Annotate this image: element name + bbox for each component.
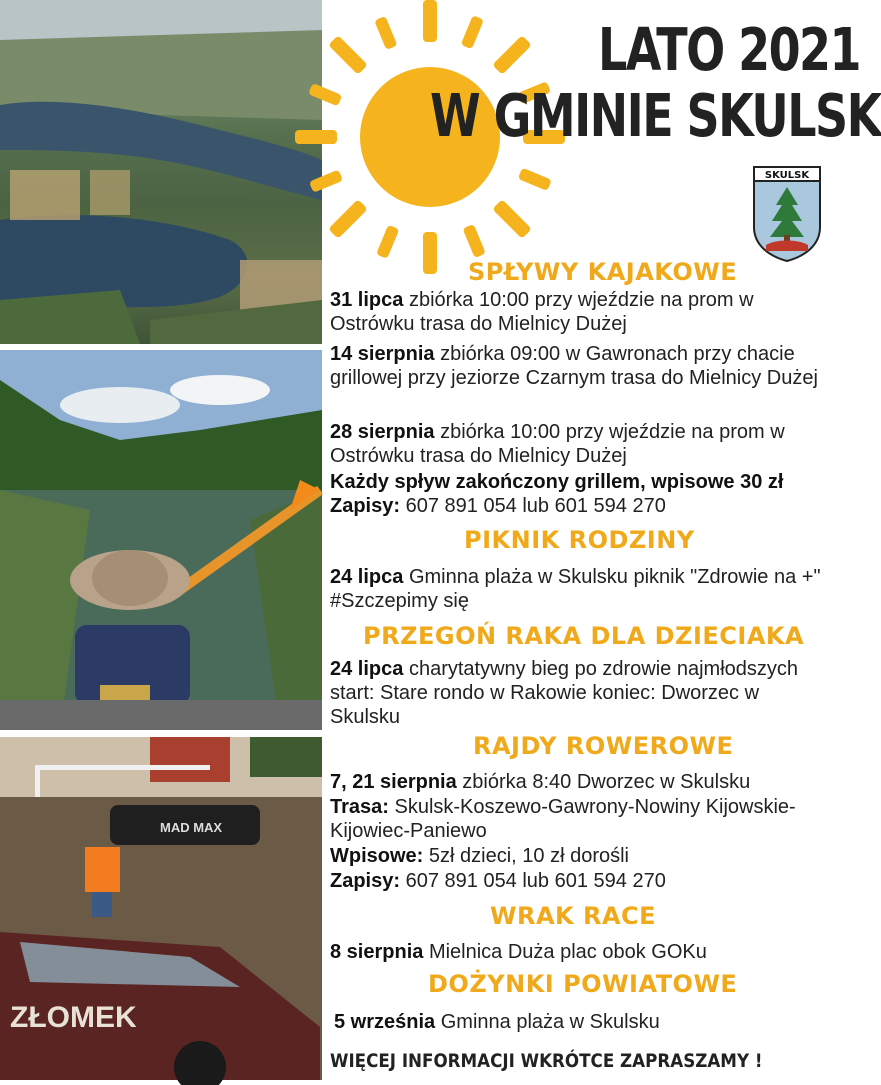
kayak-event-1-date: 31 lipca [330,289,404,311]
lake-aerial-photo [0,0,322,344]
kayak-event-3-date: 28 sierpnia [330,421,435,443]
bike-route [330,795,830,843]
wrak-race-illustration [0,737,322,1080]
skulsk-coat-of-arms-icon [752,165,822,263]
kayak-illustration [0,350,322,730]
heading-wrak: WRAK RACE [490,902,657,930]
harvest-event [334,1010,834,1034]
heading-kayak: SPŁYWY KAJAKOWE [468,258,738,286]
kayak-signup [330,494,830,518]
footer-cta: WIĘCEJ INFORMACJI WKRÓTCE ZAPRASZAMY ! [330,1050,763,1072]
kayak-signup-label: Zapisy: [330,495,401,517]
title-line-2: W GMINIE SKULSK [430,81,881,150]
run-date: 24 lipca [330,658,404,680]
bike-route-text: Skulsk-Koszewo-Gawrony-Nowiny Kijowskie-Kijowiec-Paniewo [330,796,796,842]
bike-signup-label: Zapisy: [330,870,401,892]
kayak-signup-phones: 607 891 054 lub 601 594 270 [400,495,666,517]
kayak-note-text: Każdy spływ zakończony grillem, wpisowe 30 zł [330,471,784,493]
kayak-photo [0,350,322,730]
kayak-event-3-text: zbiórka 10:00 przy wjeździe na prom w Ostrówku trasa do Mielnicy Dużej [330,421,785,467]
picnic-text: Gminna plaża w Skulsku piknik "Zdrowie na +" #Szczepimy się [330,566,821,612]
wrak-race-photo [0,737,322,1080]
kayak-note [330,470,830,494]
harvest-date: 5 września [334,1011,436,1033]
heading-run: PRZEGOŃ RAKA DLA DZIECIAKA [363,622,805,650]
kayak-event-2-text: zbiórka 09:00 w Gawronach przy chacie grillowej przy jeziorze Czarnym trasa do Mielnicy Dużej [330,343,818,389]
bike-route-label: Trasa: [330,796,389,818]
car-text-zlomek: ZŁOMEK [10,1001,137,1034]
wrak-event [330,940,830,964]
title-line-1: LATO 2021 [598,15,860,84]
harvest-text: Gminna plaża w Skulsku [435,1011,660,1033]
bike-event [330,770,830,794]
kayak-event-3 [330,420,830,468]
bike-fee [330,844,830,868]
kayak-event-2-date: 14 sierpnia [330,343,435,365]
heading-bike: RAJDY ROWEROWE [473,732,734,760]
kayak-event-1 [330,288,830,336]
bike-fee-text: 5zł dzieci, 10 zł dorośli [423,845,629,867]
kayak-event-1-text: zbiórka 10:00 przy wjeździe na prom w Ostrówku trasa do Mielnicy Dużej [330,289,754,335]
picnic-event [330,565,830,613]
bike-signup [330,869,830,893]
run-event [330,657,830,729]
bike-fee-label: Wpisowe: [330,845,424,867]
bike-signup-phones: 607 891 054 lub 601 594 270 [400,870,666,892]
lake-aerial-illustration [0,0,322,344]
wrak-date: 8 sierpnia [330,941,424,963]
car-text-mad-max: MAD MAX [160,820,223,835]
run-text: charytatywny bieg po zdrowie najmłodszych start: Stare rondo w Rakowie koniec: Dworzec w Skulsku [330,658,799,728]
heading-picnic: PIKNIK RODZINY [464,526,695,554]
picnic-date: 24 lipca [330,566,404,588]
crest-label: SKULSK [764,170,810,181]
kayak-event-2 [330,342,830,390]
heading-harvest: DOŻYNKI POWIATOWE [428,970,738,998]
wrak-text: Mielnica Duża plac obok GOKu [423,941,707,963]
bike-date: 7, 21 sierpnia [330,771,457,793]
bike-text: zbiórka 8:40 Dworzec w Skulsku [456,771,751,793]
